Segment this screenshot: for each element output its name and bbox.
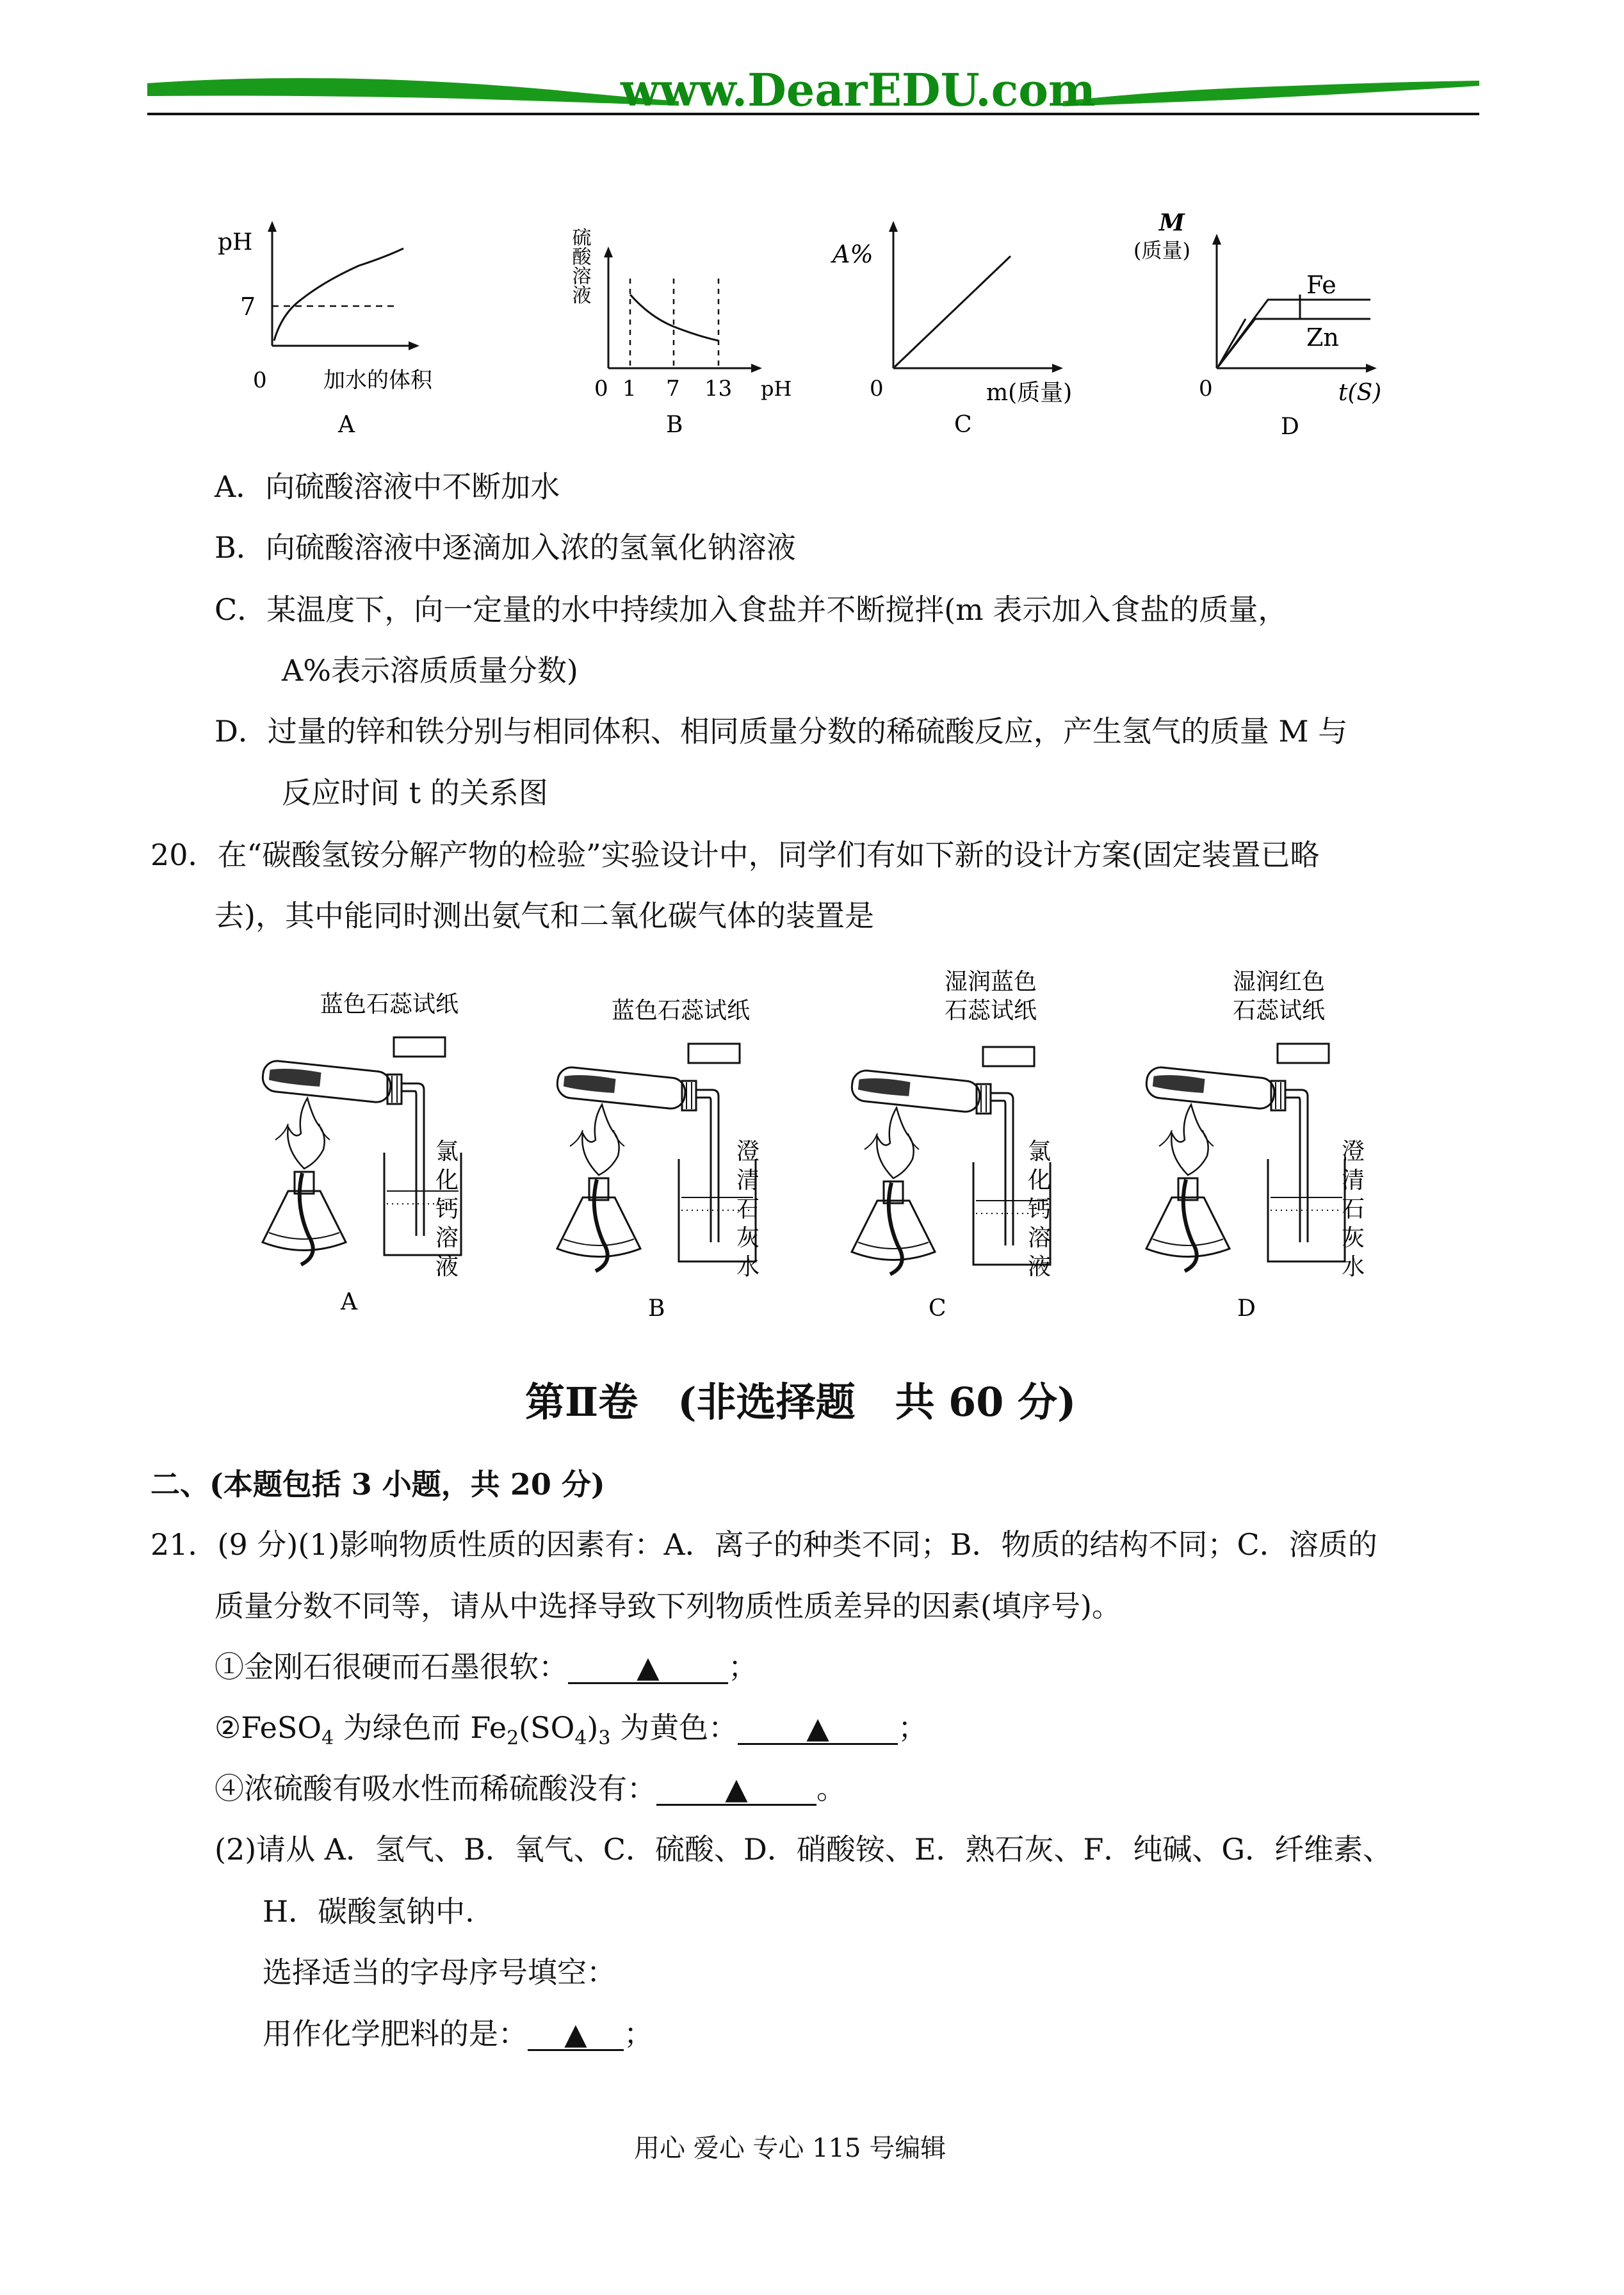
- svg-text:氯: 氯: [435, 1139, 459, 1165]
- apparatus-a-label: A: [341, 1289, 357, 1315]
- chart-b-ylabel: 硫酸溶液: [568, 227, 591, 304]
- q20-line1: 20．在“碳酸氢铵分解产物的检验”实验设计中，同学们有如下新的设计方案(固定装置已略: [150, 838, 1320, 872]
- svg-text:澄: 澄: [1342, 1139, 1365, 1165]
- chart-a-label: A: [338, 412, 355, 438]
- q19-option-b: B．向硫酸溶液中逐滴加入浓的氢氧化钠溶液: [215, 530, 796, 565]
- chart-b-xtick-13: 13: [704, 376, 733, 401]
- chart-d-fe-line: [1218, 300, 1370, 367]
- chart-d-label: D: [1281, 414, 1299, 440]
- chart-a-origin: 0: [253, 368, 267, 393]
- svg-text:石: 石: [1342, 1196, 1365, 1222]
- chart-b-xtick-1: 1: [622, 376, 637, 401]
- svg-text:液: 液: [435, 1254, 459, 1280]
- apparatus-a-paper: 蓝色石蕊试纸: [320, 991, 459, 1018]
- apparatus-b-paper: 蓝色石蕊试纸: [612, 998, 751, 1024]
- part2-title: 第Ⅱ卷 (非选择题 共 60 分): [525, 1379, 1076, 1425]
- q19-option-c: C．某温度下，向一定量的水中持续加入食盐并不断搅拌(m 表示加入食盐的质量，: [215, 592, 1288, 627]
- svg-text:清: 清: [736, 1167, 760, 1194]
- chart-c-line: [895, 256, 1011, 367]
- q20-apparatus: [231, 967, 1415, 1338]
- apparatus-c-paper-1: 湿润蓝色: [945, 969, 1037, 995]
- svg-text:灰: 灰: [736, 1225, 760, 1251]
- q21-item3: ④浓硫酸有吸水性而稀硫酸没有： ▲ 。: [215, 1771, 846, 1806]
- chart-c-origin: 0: [870, 376, 884, 401]
- svg-text:水: 水: [1342, 1254, 1365, 1280]
- chart-d-series-zn: Zn: [1306, 323, 1339, 352]
- chart-d-ylabel2: (质量): [1133, 238, 1190, 263]
- chart-c-ylabel: A%: [832, 240, 873, 268]
- q19-charts: [192, 205, 1447, 461]
- section2-heading: 二、(本题包括 3 小题，共 20 分): [150, 1467, 605, 1502]
- svg-text:溶: 溶: [435, 1225, 459, 1251]
- q21-part2-line3: 选择适当的字母序号填空：: [263, 1955, 616, 1990]
- svg-text:化: 化: [435, 1167, 459, 1194]
- answer-blank-2[interactable]: ▲: [738, 1712, 898, 1745]
- answer-blank-1[interactable]: ▲: [568, 1651, 728, 1684]
- apparatus-d-liquid: [1342, 1139, 1365, 1280]
- right-swoosh: [1063, 81, 1479, 106]
- svg-text:钙: 钙: [1028, 1196, 1052, 1222]
- chart-d-origin: 0: [1199, 376, 1213, 401]
- answer-blank-4[interactable]: ▲: [528, 2018, 624, 2051]
- chart-b-xtick-7: 7: [666, 376, 680, 401]
- q21-item1: ①金刚石很硬而石墨很软： ▲ ；: [215, 1650, 758, 1684]
- svg-text:澄: 澄: [736, 1139, 760, 1165]
- q19-option-d: D．过量的锌和铁分别与相同体积、相同质量分数的稀硫酸反应，产生氢气的质量 M 与: [215, 714, 1348, 749]
- apparatus-c-liquid: [1028, 1139, 1051, 1280]
- q21-line1: 21．(9 分)(1)影响物质性质的因素有：A．离子的种类不同；B．物质的结构不同；C．溶质的: [150, 1527, 1377, 1562]
- chart-b-label: B: [666, 412, 683, 438]
- chart-d: [1133, 209, 1381, 440]
- chart-a-ylabel: pH: [218, 229, 253, 255]
- chart-b-xlabel: pH: [761, 377, 792, 401]
- chart-a-curve: [274, 248, 403, 341]
- svg-text:钙: 钙: [435, 1196, 459, 1222]
- q21-part2-line4: 用作化学肥料的是： ▲ ；: [263, 2016, 653, 2051]
- chart-d-xlabel: t(S): [1338, 380, 1382, 406]
- chart-a-xlabel: 加水的体积: [323, 368, 432, 393]
- chart-a-ytick: 7: [240, 293, 256, 321]
- q20-line2: 去)，其中能同时测出氨气和二氧化碳气体的装置是: [215, 898, 874, 933]
- svg-text:灰: 灰: [1342, 1225, 1365, 1251]
- left-swoosh: [147, 78, 679, 106]
- chart-c-label: C: [954, 412, 972, 438]
- q21-part2-line1: (2)请从 A．氢气、B．氧气、C．硫酸、D．硝酸铵、E．熟石灰、F．纯碱、G．纤维素、: [215, 1832, 1393, 1867]
- apparatus-d-paper-1: 湿润红色: [1233, 969, 1326, 995]
- chart-c-xlabel: m(质量): [986, 380, 1073, 406]
- svg-text:液: 液: [1028, 1254, 1052, 1280]
- site-name: www.DearEDU.com: [620, 63, 1096, 117]
- chart-d-ylabel: M: [1159, 209, 1185, 236]
- apparatus-c-label: C: [929, 1295, 946, 1322]
- chart-b: [569, 227, 792, 438]
- apparatus-d-label: D: [1237, 1295, 1256, 1322]
- svg-text:石: 石: [736, 1196, 760, 1222]
- apparatus-b-label: B: [648, 1295, 665, 1322]
- chart-b-xtick-0: 0: [594, 376, 608, 401]
- apparatus-c-paper-2: 石蕊试纸: [945, 998, 1037, 1024]
- chart-a: [218, 221, 433, 438]
- header-banner: [141, 58, 1486, 122]
- svg-text:水: 水: [736, 1254, 760, 1280]
- q19-option-d-cont: 反应时间 t 的关系图: [282, 775, 548, 810]
- svg-text:氯: 氯: [1028, 1139, 1052, 1165]
- svg-text:溶: 溶: [1028, 1225, 1052, 1251]
- q21-item2: ②FeSO$_4$ 为绿色而 $Fe_2(SO_4)_3$ 为黄色： ▲ ；: [215, 1710, 928, 1749]
- chart-d-series-fe: Fe: [1306, 271, 1336, 299]
- footer-text: 用心 爱心 专心 115 号编辑: [634, 2134, 946, 2163]
- q19-option-a: A．向硫酸溶液中不断加水: [215, 469, 560, 504]
- apparatus-b-liquid: [736, 1139, 759, 1280]
- svg-text:清: 清: [1342, 1167, 1365, 1194]
- svg-text:化: 化: [1028, 1167, 1052, 1194]
- chart-c: [831, 221, 1072, 438]
- apparatus-d-paper-2: 石蕊试纸: [1233, 998, 1326, 1024]
- q19-option-c-cont: A%表示溶质质量分数): [282, 653, 578, 688]
- answer-blank-3[interactable]: ▲: [656, 1773, 816, 1806]
- q21-line2: 质量分数不同等，请从中选择导致下列物质性质差异的因素(填序号)。: [215, 1589, 1121, 1623]
- apparatus-a-liquid: [435, 1139, 459, 1280]
- q21-part2-line2: H．碳酸氢钠中.: [263, 1894, 475, 1929]
